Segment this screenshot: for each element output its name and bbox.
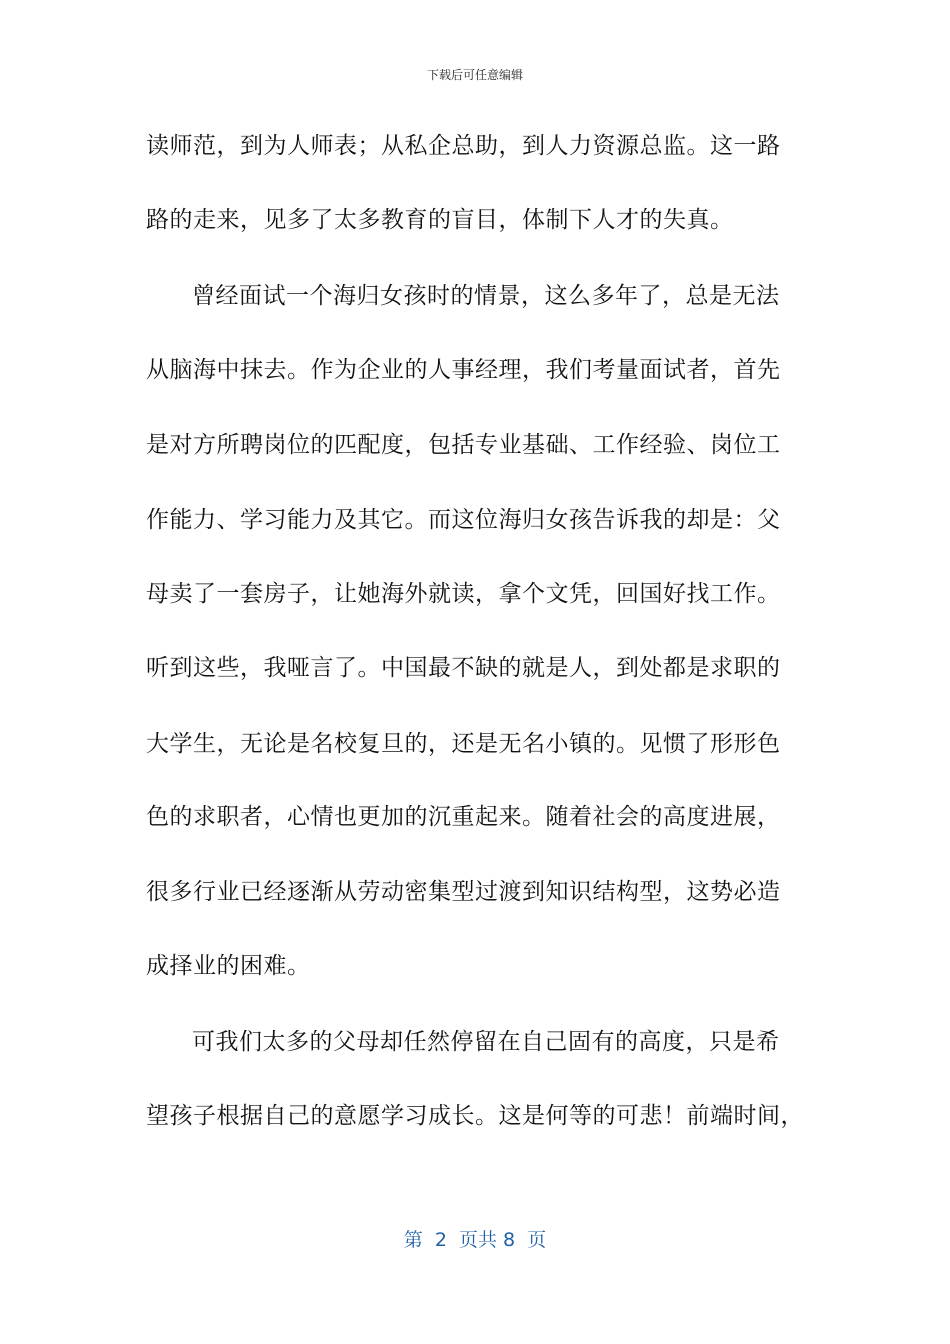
body-line: 望孩子根据自己的意愿学习成长。这是何等的可悲！前端时间， bbox=[146, 1103, 804, 1129]
body-line: 是对方所聘岗位的匹配度，包括专业基础、工作经验、岗位工 bbox=[146, 432, 781, 458]
body-line: 作能力、学习能力及其它。而这位海归女孩告诉我的却是：父 bbox=[146, 507, 781, 533]
header-note: 下载后可任意编辑 bbox=[426, 68, 523, 82]
body-line: 很多行业已经逐渐从劳动密集型过渡到知识结构型，这势必造 bbox=[146, 879, 781, 905]
body-line: 成择业的困难。 bbox=[146, 953, 311, 979]
body-line: 听到这些，我哑言了。中国最不缺的就是人，到处都是求职的 bbox=[146, 655, 781, 681]
body-line: 色的求职者，心情也更加的沉重起来。随着社会的高度进展， bbox=[146, 804, 781, 830]
body-line: 曾经面试一个海归女孩时的情景，这么多年了，总是无法 bbox=[192, 283, 780, 309]
body-line: 母卖了一套房子，让她海外就读，拿个文凭，回国好找工作。 bbox=[146, 581, 781, 607]
body-line: 从脑海中抹去。作为企业的人事经理，我们考量面试者，首先 bbox=[146, 357, 781, 383]
body-line: 可我们太多的父母却任然停留在自己固有的高度，只是希 bbox=[192, 1029, 780, 1055]
body-line: 路的走来，见多了太多教育的盲目，体制下人才的失真。 bbox=[146, 207, 734, 233]
body-line: 大学生，无论是名校复旦的，还是无名小镇的。见惯了形形色 bbox=[146, 731, 781, 757]
body-line: 读师范，到为人师表；从私企总助，到人力资源总监。这一路 bbox=[146, 133, 781, 159]
page-number-footer: 第 2 页共 8 页 bbox=[403, 1229, 547, 1251]
